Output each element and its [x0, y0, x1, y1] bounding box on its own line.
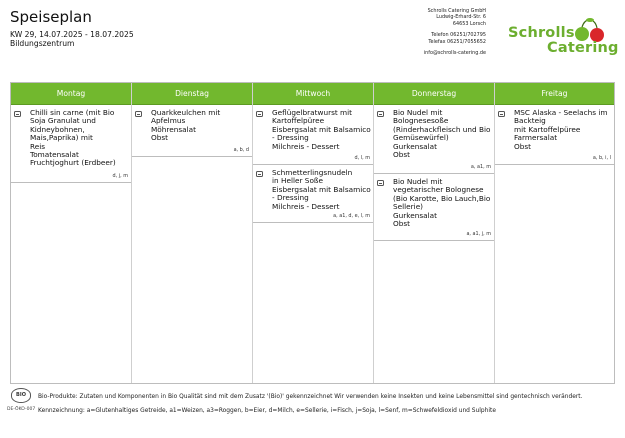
dish-line: Kidneybohnen, [30, 124, 85, 134]
allergen-codes: a, a1, m [470, 163, 491, 170]
dish-line: Milchreis - Dessert [272, 141, 340, 151]
meal-icon [498, 111, 505, 117]
dish-line: Sellerie) [393, 202, 424, 212]
dish-line: Milchreis - Dessert [272, 201, 340, 211]
dish-line: Fruchtjoghurt (Erdbeer) [30, 158, 116, 168]
dish-line: Backteig [514, 116, 546, 126]
dish-card [253, 165, 373, 223]
day-column-freitag [495, 83, 614, 383]
day-header: Montag [11, 83, 131, 105]
dish-line: Obst [393, 219, 411, 229]
company-phone: Telefon 06251/702795 [431, 32, 486, 39]
dish-line: Möhrensalat [151, 124, 196, 134]
dish-line: Schmetterlingsnudeln [272, 168, 353, 177]
day-column-donnerstag [374, 83, 495, 383]
logo-word-schrolls: Schrolls [508, 25, 575, 41]
page-title: Speiseplan [10, 8, 92, 26]
dish-card [495, 105, 614, 165]
dish-line: Farmersalat [514, 133, 558, 143]
dish-line: Eisbergsalat mit Balsamico [272, 124, 371, 134]
dish-line: Reis [30, 141, 46, 151]
company-city: 64653 Lorsch [452, 20, 486, 27]
meal-icon [14, 111, 21, 117]
allergen-codes: a, b, d [233, 146, 249, 153]
day-header: Donnerstag [374, 83, 494, 105]
meal-icon [377, 111, 384, 117]
company-fax: Telefax 06251/7055652 [428, 38, 486, 45]
menu-table [10, 82, 615, 384]
meal-icon [256, 171, 263, 177]
allergen-legend: Kennzeichnung: a=Glutenhaltiges Getreide, a1=Weizen, a3=Roggen, b=Eier, d=Milch, e=Sellerie, i=Fisch, j=Soja, l=Senf, m=Schwefeldioxid und Sulphite [38, 408, 496, 414]
dish-line: Quarkkeulchen mit [151, 108, 221, 117]
dish-line: Geflügelbratwurst mit [272, 108, 353, 117]
dish-line: Obst [514, 141, 532, 151]
dish-line: Bolognesesoße [393, 116, 449, 126]
bio-certificate-code: DE-ÖKO-007 [7, 407, 36, 412]
meal-icon [256, 111, 263, 117]
allergen-codes: a, a1, d, e, l, m [333, 212, 370, 219]
location-name: Bildungszentrum [10, 39, 75, 48]
dish-line: Kartoffelpüree [272, 116, 325, 126]
day-header: Freitag [495, 83, 614, 105]
dish-card [253, 105, 373, 165]
dish-line: Mais,Paprika) mit [30, 133, 93, 143]
bio-seal-label: BIO [16, 392, 26, 398]
day-column-dienstag [132, 83, 253, 383]
dish-line: - Dressing [272, 133, 309, 143]
allergen-codes: a, b, i, l [592, 154, 611, 161]
company-logo [500, 12, 619, 62]
dish-line: Gurkensalat [393, 210, 437, 220]
bio-note: Bio-Produkte: Zutaten und Komponenten in Bio Qualität sind mit dem Zusatz '(Bio)' gekennzeichnet Wir verwenden keine Insekten und keine Lebensmittel sind gentechnisch verändert. [38, 394, 583, 400]
dish-line: Apfelmus [151, 116, 186, 126]
day-header: Mittwoch [253, 83, 373, 105]
allergen-codes: a, a1, j, m [466, 230, 491, 237]
dish-line: Tomatensalat [30, 150, 79, 160]
dish-line: (Bio Karotte, Bio Lauch,Bio [393, 193, 491, 203]
company-name: Schrolls Catering GmbH [427, 8, 486, 14]
company-street: Ludwig-Erhard-Str. 6 [436, 14, 486, 21]
week-range: KW 29, 14.07.2025 - 18.07.2025 [10, 30, 134, 39]
dish-line: vegetarischer Bolognese [393, 185, 484, 195]
dish-line: Gemüsewürfel) [393, 133, 449, 143]
dish-line: Obst [393, 150, 411, 160]
company-address [400, 8, 486, 56]
bio-seal-icon [11, 388, 31, 403]
dish-card [374, 105, 494, 174]
dish-line: - Dressing [272, 193, 309, 203]
dish-line: Gurkensalat [393, 141, 437, 151]
dish-card [11, 105, 131, 183]
dish-line: Obst [151, 133, 169, 143]
dish-line: mit Kartoffelpüree [514, 124, 581, 134]
day-column-montag [11, 83, 132, 383]
day-column-mittwoch [253, 83, 374, 383]
dish-card [374, 174, 494, 241]
logo-word-catering: Catering [547, 40, 619, 56]
dish-line: Bio Nudel mit [393, 108, 443, 117]
dish-line: Chilli sin carne (mit Bio [30, 108, 115, 117]
dish-line: Soja Granulat und [30, 116, 96, 126]
dish-line: Eisbergsalat mit Balsamico [272, 184, 371, 194]
allergen-codes: d, j, m [112, 172, 128, 179]
dish-card [132, 105, 252, 157]
company-email[interactable]: info@schrolls-catering.de [423, 50, 486, 57]
dish-line: in Heller Soße [272, 176, 323, 186]
dish-line: MSC Alaska - Seelachs im [514, 108, 608, 117]
dish-line: Bio Nudel mit [393, 177, 443, 186]
meal-icon [135, 111, 142, 117]
meal-icon [377, 180, 384, 186]
day-header: Dienstag [132, 83, 252, 105]
dish-line: (Rinderhackfleisch und Bio [393, 124, 491, 134]
allergen-codes: d, l, m [354, 154, 370, 161]
